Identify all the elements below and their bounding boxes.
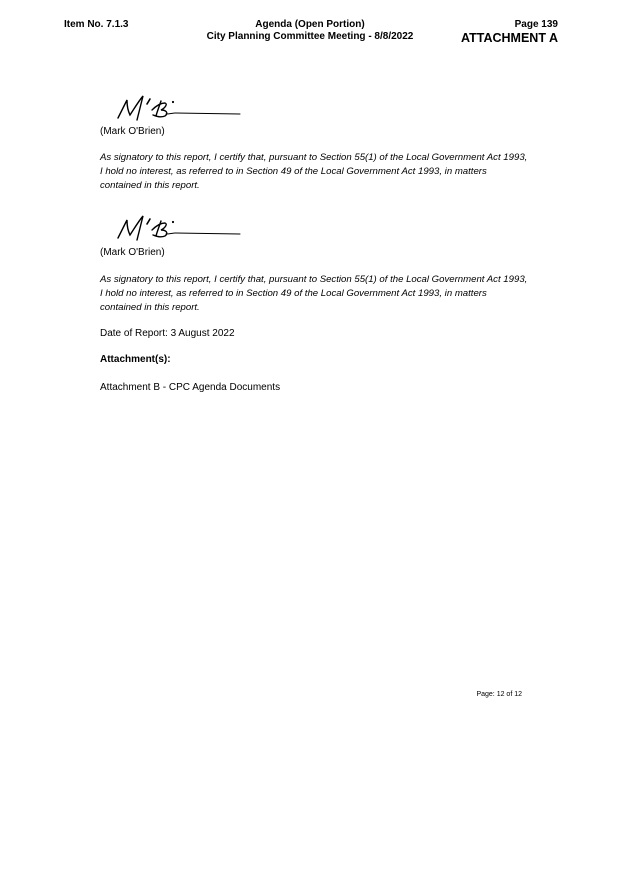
signature-image <box>108 210 248 244</box>
attachment-label: ATTACHMENT A <box>461 31 558 45</box>
report-date: Date of Report: 3 August 2022 <box>100 328 235 339</box>
page-number: Page 139 <box>514 19 558 30</box>
meeting-title: City Planning Committee Meeting - 8/8/2022 <box>206 31 414 42</box>
agenda-header <box>180 19 440 43</box>
signatory-name: (Mark O'Brien) <box>100 247 165 258</box>
signature-image <box>108 90 248 124</box>
attachments-heading: Attachment(s): <box>100 354 171 365</box>
certification-statement: As signatory to this report, I certify that, pursuant to Section 55(1) of the Local Government Act 1993, I hold no interest, as referred to in Section 49 of the Local Government Act 1993, in matters contained in this report. <box>100 274 528 314</box>
certification-statement: As signatory to this report, I certify that, pursuant to Section 55(1) of the Local Government Act 1993, I hold no interest, as referred to in Section 49 of the Local Government Act 1993, in matters contained in this report. <box>100 152 528 192</box>
signatory-name: (Mark O'Brien) <box>100 126 165 137</box>
item-number: Item No. 7.1.3 <box>64 19 129 30</box>
page-counter: Page: 12 of 12 <box>476 691 522 698</box>
agenda-title: Agenda (Open Portion) <box>255 19 365 30</box>
attachment-item: Attachment B - CPC Agenda Documents <box>100 382 281 393</box>
page-header-right <box>461 19 558 45</box>
